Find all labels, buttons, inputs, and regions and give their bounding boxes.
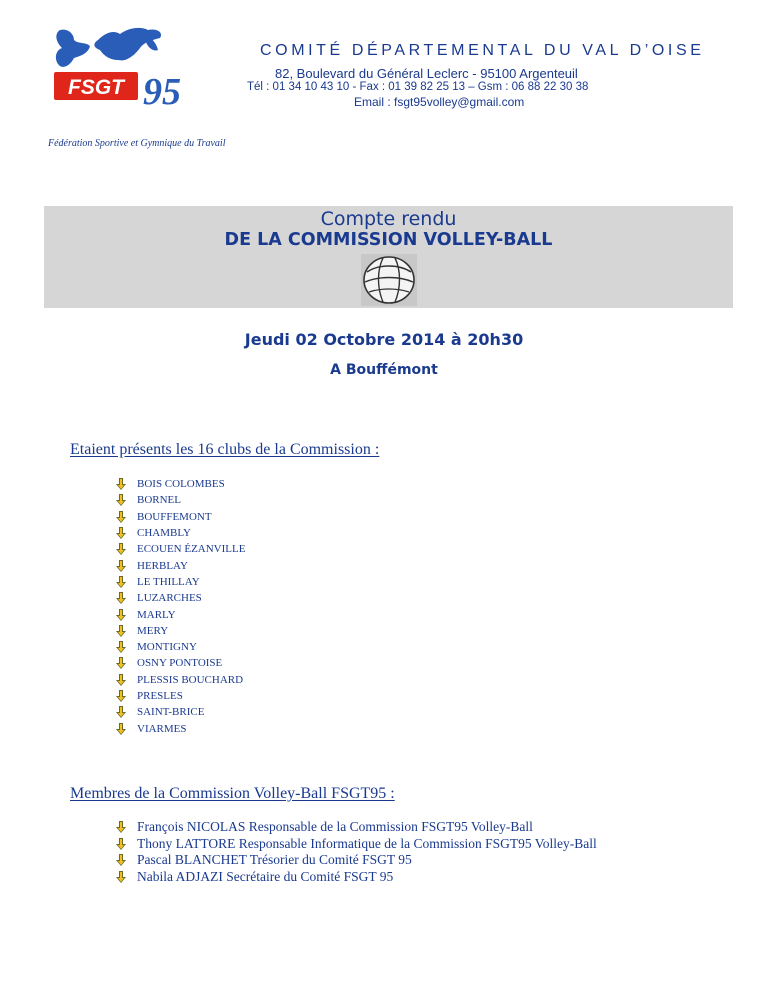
arrow-bullet-icon xyxy=(114,837,128,851)
clubs-list xyxy=(114,476,245,737)
arrow-bullet-icon xyxy=(114,624,128,638)
fsgt95-logo xyxy=(48,26,188,114)
arrow-bullet-icon xyxy=(114,853,128,867)
list-item xyxy=(114,606,245,622)
club-name: VIARMES xyxy=(137,722,187,735)
club-name: SAINT-BRICE xyxy=(137,706,205,719)
member-entry: Nabila ADJAZI Secrétaire du Comité FSGT 95 xyxy=(137,868,394,884)
committee-phone: Tél : 01 34 10 43 10 - Fax : 01 39 82 25 13 – Gsm : 06 88 22 30 38 xyxy=(247,81,589,93)
volleyball-icon xyxy=(359,254,419,306)
arrow-bullet-icon xyxy=(114,608,128,622)
member-entry: Pascal BLANCHET Trésorier du Comité FSGT 95 xyxy=(137,852,412,868)
list-item xyxy=(114,525,245,541)
arrow-bullet-icon xyxy=(114,820,128,834)
member-entry: François NICOLAS Responsable de la Commission FSGT95 Volley-Ball xyxy=(137,819,533,835)
arrow-bullet-icon xyxy=(114,591,128,605)
arrow-bullet-icon xyxy=(114,559,128,573)
list-item xyxy=(114,509,245,525)
list-item xyxy=(114,704,245,720)
list-item xyxy=(114,852,597,869)
committee-title: COMITÉ DÉPARTEMENTAL DU VAL D’OISE xyxy=(260,42,705,59)
committee-address: 82, Boulevard du Général Leclerc - 95100 Argenteuil xyxy=(275,66,578,81)
club-name: BORNEL xyxy=(137,494,181,507)
report-subtitle: DE LA COMMISSION VOLLEY-BALL xyxy=(224,230,553,250)
list-item xyxy=(114,819,597,836)
logo-number: 95 xyxy=(143,71,181,113)
arrow-bullet-icon xyxy=(114,493,128,507)
clubs-heading: Etaient présents les 16 clubs de la Commission : xyxy=(70,441,380,458)
club-name: MARLY xyxy=(137,608,176,621)
list-item xyxy=(114,655,245,671)
list-item xyxy=(114,541,245,557)
list-item xyxy=(114,720,245,736)
list-item xyxy=(114,639,245,655)
arrow-bullet-icon xyxy=(114,656,128,670)
club-name: CHAMBLY xyxy=(137,527,191,540)
arrow-bullet-icon xyxy=(114,870,128,884)
list-item xyxy=(114,590,245,606)
logo-figure-left xyxy=(56,30,90,67)
club-name: HERBLAY xyxy=(137,559,188,572)
club-name: PRESLES xyxy=(137,690,183,702)
club-name: LUZARCHES xyxy=(137,592,202,605)
arrow-bullet-icon xyxy=(114,542,128,556)
federation-name: Fédération Sportive et Gymnique du Travail xyxy=(48,138,226,149)
club-name: LE THILLAY xyxy=(137,575,200,588)
club-name: BOIS COLOMBES xyxy=(137,478,225,491)
list-item xyxy=(114,574,245,590)
members-list xyxy=(114,819,597,885)
list-item xyxy=(114,836,597,853)
arrow-bullet-icon xyxy=(114,705,128,719)
list-item xyxy=(114,476,245,492)
arrow-bullet-icon xyxy=(114,689,128,703)
logo-letters: FSGT xyxy=(68,76,124,99)
club-name: MONTIGNY xyxy=(137,641,197,654)
meeting-date: Jeudi 02 Octobre 2014 à 20h30 xyxy=(244,330,524,349)
arrow-bullet-icon xyxy=(114,510,128,524)
club-name: OSNY PONTOISE xyxy=(137,657,223,670)
arrow-bullet-icon xyxy=(114,526,128,540)
club-name: BOUFFEMONT xyxy=(137,510,212,523)
arrow-bullet-icon xyxy=(114,575,128,589)
list-item xyxy=(114,557,245,573)
list-item xyxy=(114,492,245,508)
list-item xyxy=(114,672,245,688)
club-name: ECOUEN ÉZANVILLE xyxy=(137,543,246,556)
list-item xyxy=(114,688,245,704)
committee-email: Email : fsgt95volley@gmail.com xyxy=(354,95,525,109)
arrow-bullet-icon xyxy=(114,722,128,736)
members-heading: Membres de la Commission Volley-Ball FSGT95 : xyxy=(70,785,395,802)
arrow-bullet-icon xyxy=(114,640,128,654)
member-entry: Thony LATTORE Responsable Informatique de la Commission FSGT95 Volley-Ball xyxy=(137,835,597,851)
club-name: PLESSIS BOUCHARD xyxy=(137,673,244,686)
arrow-bullet-icon xyxy=(114,477,128,491)
club-name: MERY xyxy=(137,624,169,637)
arrow-bullet-icon xyxy=(114,673,128,687)
list-item xyxy=(114,623,245,639)
report-title: Compte rendu xyxy=(320,208,457,230)
title-banner xyxy=(44,206,733,308)
list-item xyxy=(114,869,597,886)
meeting-place: A Bouffémont xyxy=(330,362,438,378)
